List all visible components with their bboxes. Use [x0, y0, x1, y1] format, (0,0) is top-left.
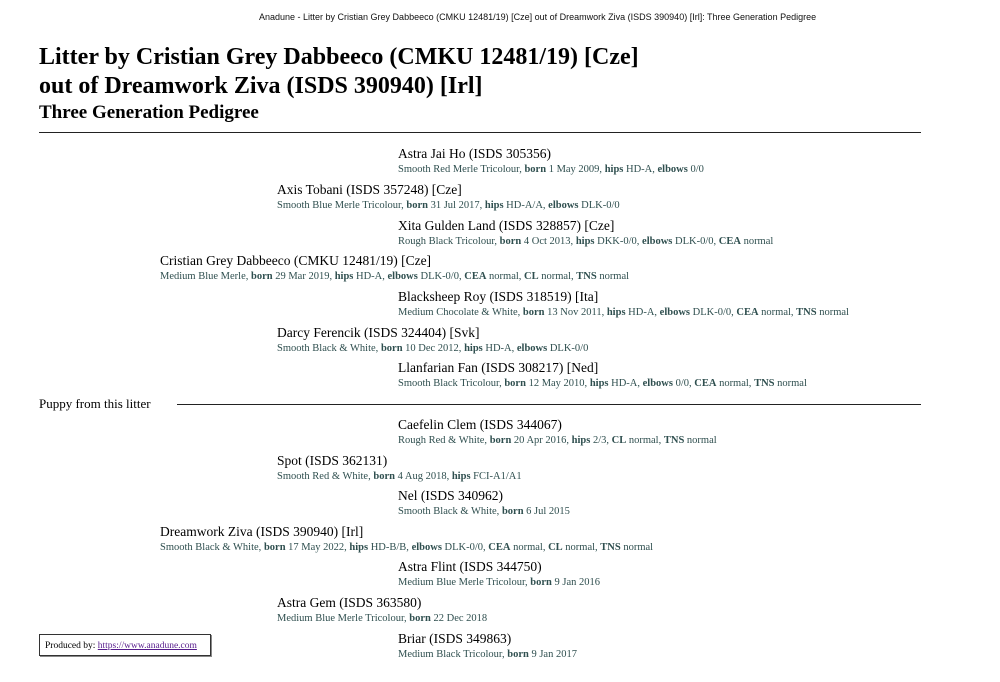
dog-details: Smooth Black & White, born 6 Jul 2015: [398, 506, 570, 517]
detail-key: CL: [524, 271, 539, 282]
maternal-granddam: [277, 595, 487, 625]
maternal-grandsire: [277, 453, 522, 483]
dog-name: Astra Jai Ho (ISDS 305356): [398, 146, 551, 161]
detail-key: elbows: [642, 236, 673, 247]
detail-key: elbows: [516, 343, 548, 354]
dog-details: Smooth Red & White, born 4 Aug 2018, hips FCI-A1/A1: [277, 471, 522, 482]
detail-key: elbows: [657, 164, 688, 175]
great-grandsire-4: [398, 559, 600, 589]
dog-name: Darcy Ferencik (ISDS 324404) [Svk]: [277, 325, 480, 340]
dog-name: Astra Flint (ISDS 344750): [398, 559, 542, 574]
dog-details: Medium Chocolate & White, born 13 Nov 2011, hips HD-A, elbows DLK-0/0, CEA normal, TNS normal: [398, 307, 849, 318]
detail-key: CEA: [718, 236, 741, 247]
paternal-granddam: [277, 325, 588, 355]
detail-key: hips: [571, 435, 591, 446]
dog-details: Smooth Red Merle Tricolour, born 1 May 2009, hips HD-A, elbows 0/0: [398, 164, 704, 175]
detail-key: hips: [334, 271, 354, 282]
detail-key: hips: [349, 542, 369, 553]
detail-key: CL: [611, 435, 627, 446]
dog-name: Briar (ISDS 349863): [398, 631, 512, 646]
puppy-divider: [177, 404, 921, 405]
detail-key: elbows: [411, 542, 442, 553]
dog-details: Rough Red & White, born 20 Apr 2016, hips 2/3, CL normal, TNS normal: [398, 435, 717, 446]
dog-name: Llanfarian Fan (ISDS 308217) [Ned]: [398, 360, 599, 375]
dog-details: Medium Black Tricolour, born 9 Jan 2017: [398, 649, 577, 660]
detail-key: TNS: [576, 271, 597, 282]
dog-details: Medium Blue Merle Tricolour, born 22 Dec 2018: [277, 613, 488, 624]
dog-name: Axis Tobani (ISDS 357248) [Cze]: [277, 182, 462, 197]
dog-name: Nel (ISDS 340962): [398, 488, 503, 503]
paternal-grandsire: [277, 182, 620, 212]
detail-key: born: [489, 435, 512, 446]
great-granddam-1: [398, 218, 773, 248]
detail-key: born: [380, 343, 403, 354]
detail-key: hips: [484, 200, 504, 211]
page-title: [39, 43, 639, 101]
top-divider: [39, 132, 921, 133]
dog-details: Smooth Black Tricolour, born 12 May 2010, hips HD-A, elbows 0/0, CEA normal, TNS normal: [398, 378, 807, 389]
produced-by-box: [39, 634, 211, 656]
detail-key: born: [504, 378, 526, 389]
detail-key: TNS: [663, 435, 685, 446]
detail-key: CL: [548, 542, 563, 553]
detail-key: hips: [451, 471, 471, 482]
great-granddam-3: [398, 488, 570, 518]
detail-key: born: [522, 307, 545, 318]
detail-key: TNS: [600, 542, 621, 553]
great-grandsire-1: [398, 146, 704, 176]
great-granddam-2: [398, 360, 807, 390]
dam: [160, 524, 653, 554]
detail-key: born: [499, 236, 522, 247]
detail-key: CEA: [464, 271, 487, 282]
page-header: Anadune - Litter by Cristian Grey Dabbeeco (CMKU 12481/19) [Cze] out of Dreamwork Ziva (ISDS 390940) [Irl]: Three Generation Pedigree: [259, 12, 817, 22]
detail-key: TNS: [754, 378, 775, 389]
detail-key: CEA: [488, 542, 511, 553]
detail-key: hips: [464, 343, 483, 354]
detail-key: hips: [575, 236, 595, 247]
title-line-2: out of Dreamwork Ziva (ISDS 390940) [Irl]: [39, 73, 483, 99]
detail-key: elbows: [642, 378, 673, 389]
detail-key: elbows: [659, 307, 690, 318]
anadune-link[interactable]: https://www.anadune.com: [97, 641, 197, 651]
detail-key: born: [409, 613, 431, 624]
detail-key: born: [507, 649, 529, 660]
detail-key: born: [501, 506, 524, 517]
dog-name: Blacksheep Roy (ISDS 318519) [Ita]: [398, 289, 599, 304]
detail-key: hips: [606, 307, 626, 318]
dog-details: Rough Black Tricolour, born 4 Oct 2013, hips DKK-0/0, elbows DLK-0/0, CEA normal: [398, 236, 774, 247]
dog-details: Smooth Black & White, born 10 Dec 2012, hips HD-A, elbows DLK-0/0: [277, 343, 589, 354]
dog-name: Caefelin Clem (ISDS 344067): [398, 417, 562, 432]
page-subtitle: Three Generation Pedigree: [39, 102, 259, 123]
great-granddam-4: [398, 631, 577, 661]
detail-key: elbows: [548, 200, 579, 211]
detail-key: born: [250, 271, 273, 282]
detail-key: TNS: [796, 307, 817, 318]
dog-details: Smooth Black & White, born 17 May 2022, hips HD-B/B, elbows DLK-0/0, CEA normal, CL normal, TNS normal: [160, 542, 654, 553]
detail-key: born: [373, 471, 395, 482]
detail-key: born: [530, 577, 552, 588]
detail-key: born: [406, 200, 428, 211]
great-grandsire-2: [398, 289, 849, 319]
dog-name: Dreamwork Ziva (ISDS 390940) [Irl]: [160, 524, 364, 539]
detail-key: elbows: [387, 271, 418, 282]
puppy-label: Puppy from this litter: [39, 396, 151, 411]
detail-key: CEA: [736, 307, 759, 318]
sire: [160, 253, 629, 283]
detail-key: hips: [589, 378, 609, 389]
dog-name: Cristian Grey Dabbeeco (CMKU 12481/19) [Cze]: [160, 253, 432, 268]
produced-by-label: Produced by:: [45, 641, 96, 651]
dog-details: Medium Blue Merle, born 29 Mar 2019, hips HD-A, elbows DLK-0/0, CEA normal, CL normal, TNS normal: [160, 271, 630, 282]
title-line-1: Litter by Cristian Grey Dabbeeco (CMKU 12481/19) [Cze]: [39, 44, 639, 70]
great-grandsire-3: [398, 417, 717, 447]
detail-key: hips: [604, 164, 624, 175]
dog-name: Astra Gem (ISDS 363580): [277, 595, 422, 610]
dog-name: Xita Gulden Land (ISDS 328857) [Cze]: [398, 218, 615, 233]
dog-details: Smooth Blue Merle Tricolour, born 31 Jul 2017, hips HD-A/A, elbows DLK-0/0: [277, 200, 620, 211]
detail-key: born: [524, 164, 547, 175]
detail-key: born: [263, 542, 286, 553]
detail-key: CEA: [694, 378, 717, 389]
dog-name: Spot (ISDS 362131): [277, 453, 388, 468]
dog-details: Medium Blue Merle Tricolour, born 9 Jan 2016: [398, 577, 600, 588]
